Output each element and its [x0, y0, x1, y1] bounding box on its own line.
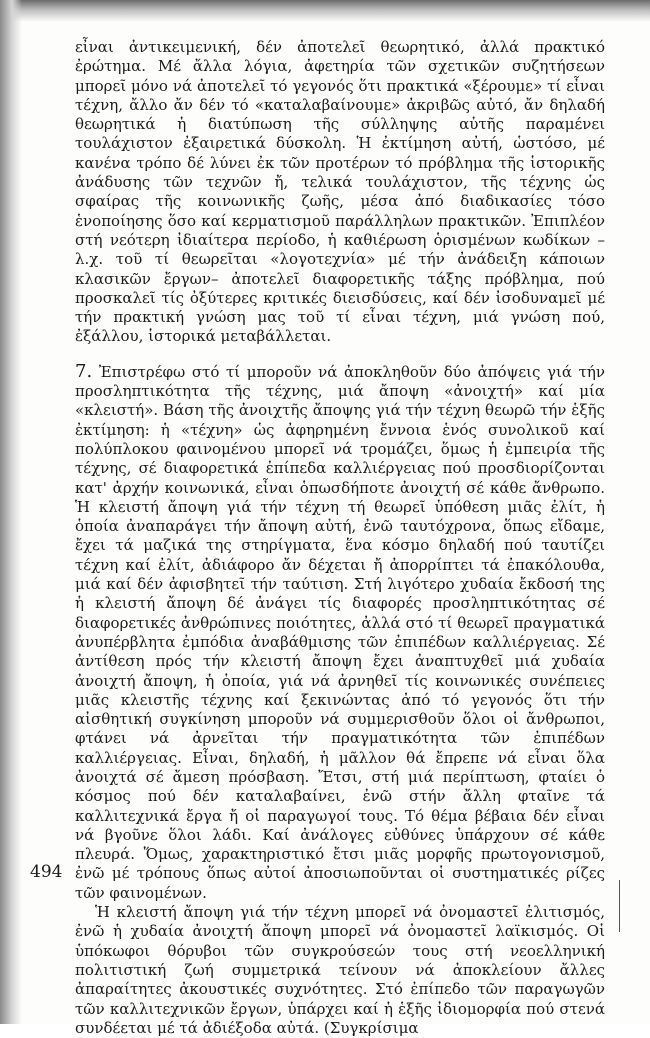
paragraph-2	[75, 362, 605, 903]
paragraph-2-text: Ἐπιστρέφω στό τί μποροῦν νά ἀποκληθοῦν δύο ἀπόψεις γιά τήν προσληπτικότητα τῆς τέχνης, μιά ἄποψη «ἀνοιχτή» καί μία «κλειστή». Βάση τῆς ἀνοιχτῆς ἄποψης γιά τήν τέχνη θεωρῶ τήν ἑξῆς ἐκτίμηση: ἡ «τέχνη» ὡς ἀφηρημένη ἔννοια ἑνός συνολικοῦ καί πολύπλοκου φαινομένου μπορεῖ νά τρομάζει, ὅμως ἡ ἐμπειρία τῆς τέχνης, σέ διαφορετικά ἐπίπεδα καλλιέργειας πού προσδιορίζονται κατ' ἀρχήν κοινωνικά, εἶναι ὁπωσδήποτε ἀνοιχτή σέ κάθε ἄνθρωπο. Ἡ κλειστή ἄποψη γιά τήν τέχνη τή θεωρεῖ ὑπόθεση μιᾶς ἐλίτ, ἡ ὁποία ἀναπαράγει τήν ἄποψη αὐτή, ἐνῶ ταυτόχρονα, ὅπως εἴδαμε, ἔχει τά μαζικά της στηρίγματα, ἕνα κόσμο δηλαδή πού ταυτίζει τέχνη καί ἐλίτ, ἀδιάφορο ἄν δέχεται ἤ ἀπορρίπτει τά ἐπακόλουθα, μιά καί δέν ἀφισβητεῖ τήν ταύτιση. Στή λιγότερο χυδαία ἔκδοσή της ἡ κλειστή ἄποψη δέ ἀνάγει τίς διαφορές προσληπτικότητας σέ διαφορετικές ἀνθρώπινες ποιότητες, ἀλλά στό τί θεωρεῖ πραγματικά ἀνυπέρβλητα ἐμπόδια ἀναβάθμισης τῶν ἐπιπέδων καλλιέργειας. Σέ ἀντίθεση πρός τήν κλειστή ἄποψη ἔχει ἀναπτυχθεῖ μιά χυδαία ἀνοιχτή ἄποψη, ἡ ὁποία, γιά νά ἀρνηθεῖ τίς κοινωνικές συνέπειες μιᾶς κλειστῆς τέχνης καί ξεκινώντας ἀπό τό γεγονός ὅτι τήν αἰσθητική συγκίνηση μποροῦν νά συμμερισθοῦν ὅλοι οἱ ἄνθρωποι, φτάνει νά ἀρνεῖται τήν πραγματικότητα τῶν ἐπιπέδων καλλιέργειας. Εἶναι, δηλαδή, ἡ μᾶλλον θά ἔπρεπε νά εἶναι ὅλα ἀνοιχτά σέ ἄμεση πρόσβαση. Ἔτσι, στή μιά περίπτωση, φταίει ὁ κόσμος πού δέν καταλαβαίνει, ἐνῶ στήν ἄλλη φταῖνε τά καλλιτεχνικά ἔργα ἤ οἱ παραγωγοί τους. Τό θέμα βέβαια δέν εἶναι νά βγοῦνε ὅλοι λάδι. Καί ἀνάλογες εὐθύνες ὑπάρχουν σέ κάθε πλευρά. Ὅμως, χαρακτηριστικό ἔτσι μιᾶς μορφῆς πρωτογονισμοῦ, ἐνῶ μέ τρόπους ὅπως αὐτοί ἀποσιωποῦνται οἱ συστηματικές ρίζες τῶν φαινομένων.	[75, 362, 606, 902]
paragraph-1: εἶναι ἀντικειμενική, δέν ἀποτελεῖ θεωρητικό, ἀλλά πρακτικό ἐρώτημα. Μέ ἄλλα λόγια, ἀφετηρία τῶν σχετικῶν συζητήσεων μπορεῖ μόνο νά ἀποτελεῖ τό γεγονός ὅτι πρακτικά «ξέρουμε» τί εἶναι τέχνη, ἄλλο ἄν δέν τό «καταλαβαίνουμε» ἀκριβῶς αὐτό, ἄν δηλαδή θεωρητικά ἡ διατύπωση τῆς σύλληψης αὐτῆς παραμένει τουλάχιστον ἐξαιρετικά δύσκολη. Ἡ ἐκτίμηση αὐτή, ὡστόσο, μέ κανένα τρόπο δέ λύνει ἐκ τῶν προτέρων τό πρόβλημα τῆς ἱστορικῆς ἀνάδυσης τῶν τεχνῶν ἤ, τελικά τουλάχιστον, τῆς τέχνης ὡς σφαίρας τῆς κοινωνικῆς ζωῆς, μέσα ἀπό διαδικασίες τόσο ἑνοποίησης ὅσο καί κερματισμοῦ παράλληλων πρακτικῶν. Ἐπιπλέον στή νεότερη ἰδιαίτερα περίοδο, ἡ καθιέρωση ὁρισμένων κωδίκων –λ.χ. τοῦ τί θεωρεῖται «λογοτεχνία» μέ τήν ἀνάδειξη κάποιων κλασικῶν ἔργων– ἀποτελεῖ διαφορετικῆς τάξης πρόβλημα, πού προσκαλεῖ τίς ὀξύτερες κριτικές διεισδύσεις, καί δέν ἰσοδυναμεῖ μέ τήν πρακτική γνώση μας τοῦ τί εἶναι τέχνη, μιά γνώση πού, ἐξάλλου, ἱστορικά μεταβάλλεται.	[75, 38, 605, 346]
section-number: 7.	[75, 360, 93, 382]
paragraph-3: Ἡ κλειστή ἄποψη γιά τήν τέχνη μπορεῖ νά ὀνομαστεῖ ἐλιτισμός, ἐνῶ ἡ χυδαία ἀνοιχτή ἄποψη μπορεῖ νά ὀνομαστεῖ λαϊκισμός. Οἱ ὑπόκωφοι θόρυβοι τῶν συγκρούσεών τους στή νεοελληνική πολιτιστική ζωή συμμετρικά τείνουν νά ἀποκλείουν ἄλλες ἀπαραίτητες ἀκουστικές συχνότητες. Στό ἐπίπεδο τῶν παραγωγῶν τῶν καλλιτεχνικῶν ἔργων, ὑπάρχει καί ἡ ἑξῆς ἰδιομορφία πού στενά συνδέεται μέ τά ἀδιέξοδα αὐτά. (Συγκρίσιμα	[75, 903, 605, 1037]
scan-shadow-left	[0, 0, 22, 1024]
body-text	[75, 38, 605, 1038]
scan-shadow-top	[0, 0, 650, 22]
margin-rule	[619, 880, 620, 932]
page-number: 494	[30, 862, 63, 882]
